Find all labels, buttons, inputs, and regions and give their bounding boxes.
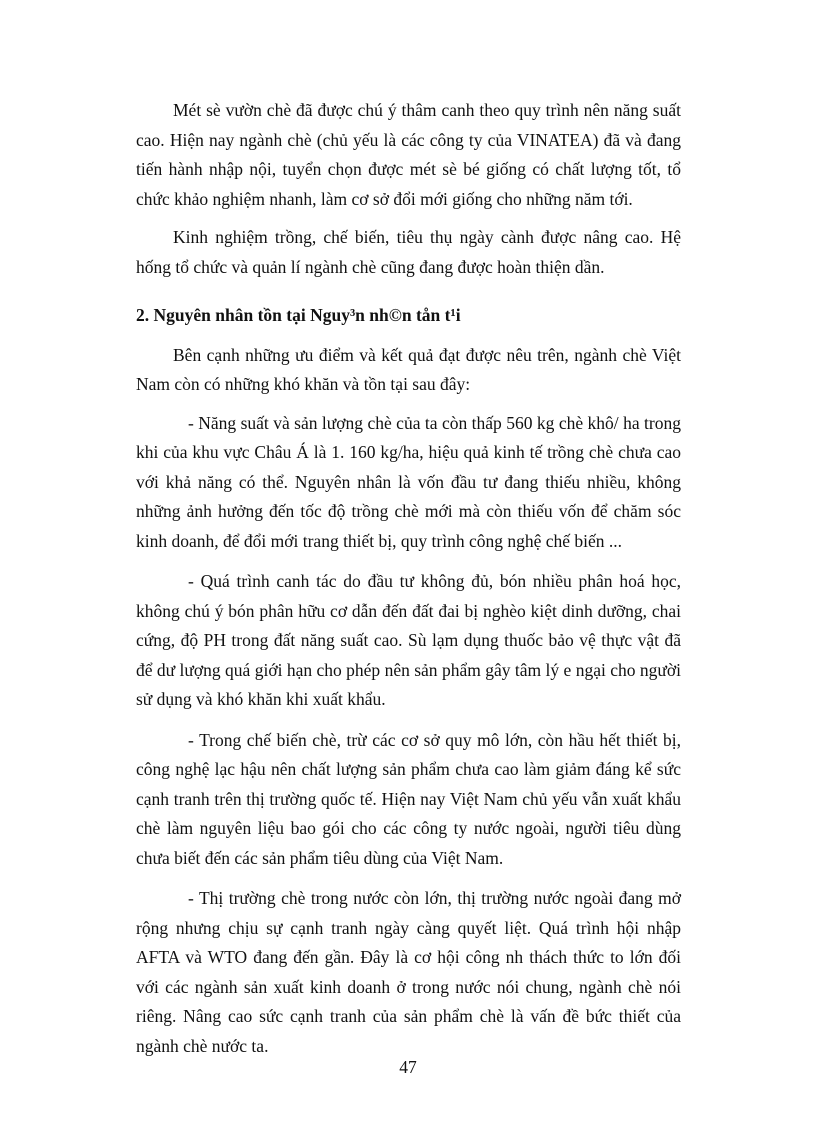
paragraph-intro: Bên cạnh những ưu điểm và kết quả đạt được nêu trên, ngành chè Việt Nam còn có những khó khăn và tồn tại sau đây: <box>136 344 681 394</box>
paragraph-intensive-farming: Mét sè vườn chè đã được chú ý thâm canh theo quy trình nên năng suất cao. Hiện nay ngành chè (chủ yếu là các công ty của VINATEA) đã và đang tiến hành nhập nội, tuyển chọn được mét sè bé giống có chất lượng tốt, tổ chức khảo nghiệm nhanh, làm cơ sở đổi mới giống cho những năm tới. <box>136 100 681 209</box>
bullet-processing: - Trong chế biến chè, trừ các cơ sở quy mô lớn, còn hầu hết thiết bị, công nghệ lạc hậu nên chất lượng sản phẩm chưa cao làm giảm đáng kể sức cạnh tranh trên thị trường quốc tế. Hiện nay Việt Nam chủ yếu vẫn xuất khẩu chè làm nguyên liệu bao gói cho các công ty nước ngoài, người tiêu dùng chưa biết đến các sản phẩm tiêu dùng của Việt Nam. <box>136 729 681 868</box>
bullet-productivity: - Năng suất và sản lượng chè của ta còn thấp 560 kg chè khô/ ha trong khi của khu vực Châu Á là 1. 160 kg/ha, hiệu quả kinh tế trồng chè chưa cao với khả năng có thể. Nguyên nhân là vốn đầu tư đang thiếu nhiều, không những ảnh hưởng đến tốc độ trồng chè mới mà còn thiếu vốn để chăm sóc kinh doanh, để đổi mới trang thiết bị, quy trình công nghệ chế biến ... <box>136 412 681 551</box>
page-number: 47 <box>399 1057 417 1077</box>
bullet-market: - Thị trường chè trong nước còn lớn, thị trường nước ngoài đang mở rộng nhưng chịu sự cạnh tranh ngày càng quyết liệt. Quá trình hội nhập AFTA và WTO đang đến gần. Đây là cơ hội công nh thách thức to lớn đối với các ngành sản xuất kinh doanh ở trong nước nói chung, ngành chè nói riêng. Nâng cao sức cạnh tranh của sản phẩm chè là vấn đề bức thiết của ngành chè nước ta. <box>136 888 681 1056</box>
paragraph-experience: Kinh nghiệm trồng, chế biến, tiêu thụ ngày cành được nâng cao. Hệ hống tổ chức và quản lí ngành chè cũng đang được hoàn thiện dần. <box>136 227 681 277</box>
section-heading: 2. Nguyên nhân tồn tại Nguy³n nh©n tån t¹i <box>136 305 461 325</box>
bullet-cultivation: - Quá trình canh tác do đầu tư không đủ, bón nhiều phân hoá học, không chú ý bón phân hữu cơ dẫn đến đất đai bị nghèo kiệt dinh dưỡng, chai cứng, độ PH trong đất năng suất cao. Sù lạm dụng thuốc bảo vệ thực vật đã để dư lượng quá giới hạn cho phép nên sản phẩm gây tâm lý e ngại cho người sử dụng và khó khăn khi xuất khẩu. <box>136 571 681 709</box>
document-page <box>136 96 681 1061</box>
